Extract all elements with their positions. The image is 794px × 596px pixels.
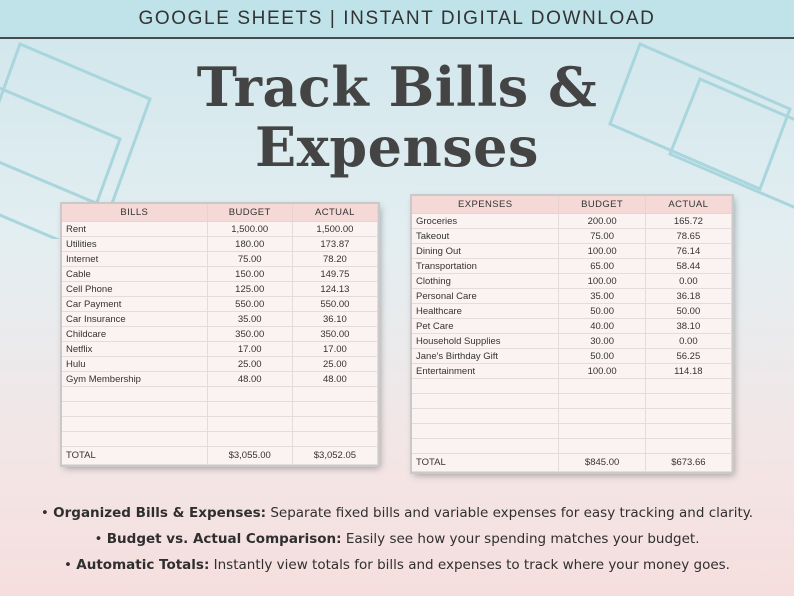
table-cell[interactable]: Healthcare <box>412 304 559 319</box>
table-cell[interactable]: 125.00 <box>207 282 292 297</box>
table-cell[interactable] <box>292 387 377 402</box>
table-cell[interactable] <box>292 432 377 447</box>
table-row <box>412 424 732 439</box>
table-cell[interactable]: 100.00 <box>559 244 645 259</box>
table-cell[interactable]: 100.00 <box>559 364 645 379</box>
table-row <box>412 214 732 229</box>
banner-text: GOOGLE SHEETS | INSTANT DIGITAL DOWNLOAD <box>138 7 656 29</box>
table-cell[interactable] <box>645 439 731 454</box>
table-cell[interactable]: 35.00 <box>207 312 292 327</box>
feature-text: Easily see how your spending matches your budget. <box>345 531 700 547</box>
table-cell[interactable]: 40.00 <box>559 319 645 334</box>
feature-title: Budget vs. Actual Comparison: <box>106 531 342 547</box>
table-cell[interactable] <box>412 409 559 424</box>
table-row <box>412 229 732 244</box>
table-cell[interactable]: 38.10 <box>645 319 731 334</box>
table-row <box>412 289 732 304</box>
table-cell[interactable]: 65.00 <box>559 259 645 274</box>
table-cell[interactable]: 165.72 <box>645 214 731 229</box>
table-cell[interactable] <box>412 439 559 454</box>
table-cell[interactable]: 50.00 <box>645 304 731 319</box>
table-cell[interactable]: 550.00 <box>292 297 377 312</box>
table-cell[interactable]: 17.00 <box>207 342 292 357</box>
table-cell[interactable]: 100.00 <box>559 274 645 289</box>
table-row <box>62 237 378 252</box>
total-value: $845.00 <box>559 454 645 472</box>
table-row <box>412 379 732 394</box>
table-cell[interactable]: 0.00 <box>645 274 731 289</box>
table-row <box>412 319 732 334</box>
table-cell[interactable]: 1,500.00 <box>292 222 377 237</box>
table-cell[interactable]: Gym Membership <box>62 372 207 387</box>
table-cell[interactable] <box>62 387 207 402</box>
table-cell[interactable]: 35.00 <box>559 289 645 304</box>
table-cell[interactable]: Groceries <box>412 214 559 229</box>
table-row <box>62 282 378 297</box>
table-cell[interactable]: Pet Care <box>412 319 559 334</box>
table-cell[interactable] <box>645 424 731 439</box>
column-header: BUDGET <box>559 196 645 214</box>
table-cell[interactable]: 50.00 <box>559 349 645 364</box>
total-row <box>62 447 378 465</box>
table-cell[interactable] <box>292 417 377 432</box>
column-header: ACTUAL <box>292 204 377 222</box>
table-cell[interactable]: 173.87 <box>292 237 377 252</box>
table-row <box>412 304 732 319</box>
expenses-header-row <box>412 196 732 214</box>
feature-text: Separate fixed bills and variable expenses for easy tracking and clarity. <box>270 505 754 521</box>
table-cell[interactable]: 17.00 <box>292 342 377 357</box>
table-cell[interactable]: Cell Phone <box>62 282 207 297</box>
feature-item: • Organized Bills & Expenses: Separate fixed bills and variable expenses for easy tracking and clarity. <box>40 505 754 521</box>
table-row <box>62 387 378 402</box>
table-cell[interactable]: 180.00 <box>207 237 292 252</box>
table-row <box>412 274 732 289</box>
table-cell[interactable]: 149.75 <box>292 267 377 282</box>
total-value: $673.66 <box>645 454 731 472</box>
table-cell[interactable]: Entertainment <box>412 364 559 379</box>
total-row <box>412 454 732 472</box>
table-cell[interactable]: Rent <box>62 222 207 237</box>
table-cell[interactable]: 58.44 <box>645 259 731 274</box>
table-cell[interactable]: 114.18 <box>645 364 731 379</box>
table-row <box>412 259 732 274</box>
table-cell[interactable]: 78.20 <box>292 252 377 267</box>
table-cell[interactable] <box>559 394 645 409</box>
table-cell[interactable] <box>645 409 731 424</box>
table-row <box>62 222 378 237</box>
table-cell[interactable]: 30.00 <box>559 334 645 349</box>
column-header: BILLS <box>62 204 207 222</box>
table-cell[interactable]: Childcare <box>62 327 207 342</box>
table-cell[interactable]: 76.14 <box>645 244 731 259</box>
bills-header-row <box>62 204 378 222</box>
table-cell[interactable] <box>559 439 645 454</box>
table-row <box>412 409 732 424</box>
column-header: BUDGET <box>207 204 292 222</box>
table-row <box>412 364 732 379</box>
table-row <box>62 327 378 342</box>
table-cell[interactable]: Car Insurance <box>62 312 207 327</box>
table-cell[interactable]: 50.00 <box>559 304 645 319</box>
table-row <box>62 357 378 372</box>
table-cell[interactable] <box>207 402 292 417</box>
feature-item: • Budget vs. Actual Comparison: Easily see how your spending matches your budget. <box>94 531 700 547</box>
total-label: TOTAL <box>62 447 207 465</box>
table-cell[interactable]: 36.18 <box>645 289 731 304</box>
column-header: ACTUAL <box>645 196 731 214</box>
bills-table <box>62 204 378 465</box>
table-row <box>62 432 378 447</box>
table-cell[interactable]: 25.00 <box>292 357 377 372</box>
page-title-line-2: Expenses <box>255 115 539 179</box>
table-cell[interactable] <box>62 432 207 447</box>
table-row <box>62 417 378 432</box>
table-cell[interactable]: 48.00 <box>292 372 377 387</box>
feature-item: • Automatic Totals: Instantly view totals for bills and expenses to track where your money goes. <box>64 557 730 573</box>
table-cell[interactable]: 550.00 <box>207 297 292 312</box>
table-row <box>412 334 732 349</box>
table-row <box>62 252 378 267</box>
table-cell[interactable] <box>559 379 645 394</box>
feature-list <box>0 500 794 578</box>
table-cell[interactable]: 200.00 <box>559 214 645 229</box>
table-cell[interactable] <box>645 394 731 409</box>
table-cell[interactable]: 75.00 <box>559 229 645 244</box>
table-cell[interactable]: 48.00 <box>207 372 292 387</box>
table-cell[interactable] <box>412 379 559 394</box>
table-cell[interactable]: 78.65 <box>645 229 731 244</box>
table-row <box>62 312 378 327</box>
table-cell[interactable]: 124.13 <box>292 282 377 297</box>
table-row <box>62 267 378 282</box>
table-cell[interactable]: Clothing <box>412 274 559 289</box>
table-cell[interactable]: Utilities <box>62 237 207 252</box>
table-row <box>62 297 378 312</box>
column-header: EXPENSES <box>412 196 559 214</box>
table-cell[interactable] <box>292 402 377 417</box>
table-cell[interactable] <box>62 417 207 432</box>
table-cell[interactable]: Household Supplies <box>412 334 559 349</box>
table-cell[interactable]: Internet <box>62 252 207 267</box>
table-row <box>62 402 378 417</box>
feature-text: Instantly view totals for bills and expenses to track where your money goes. <box>213 557 730 573</box>
table-cell[interactable] <box>412 394 559 409</box>
table-cell[interactable] <box>559 409 645 424</box>
table-row <box>62 342 378 357</box>
table-row <box>412 349 732 364</box>
table-cell[interactable] <box>207 387 292 402</box>
table-cell[interactable]: 1,500.00 <box>207 222 292 237</box>
expenses-sheet <box>412 196 732 472</box>
table-cell[interactable]: Takeout <box>412 229 559 244</box>
table-row <box>412 244 732 259</box>
table-cell[interactable]: Cable <box>62 267 207 282</box>
table-cell[interactable] <box>645 379 731 394</box>
table-cell[interactable]: Personal Care <box>412 289 559 304</box>
table-cell[interactable]: 0.00 <box>645 334 731 349</box>
table-cell[interactable]: 350.00 <box>207 327 292 342</box>
bills-sheet <box>62 204 378 465</box>
page-title-line-1: Track Bills & <box>196 55 598 119</box>
table-row <box>62 372 378 387</box>
total-value: $3,055.00 <box>207 447 292 465</box>
table-cell[interactable]: Hulu <box>62 357 207 372</box>
total-value: $3,052.05 <box>292 447 377 465</box>
table-cell[interactable]: 150.00 <box>207 267 292 282</box>
table-row <box>412 394 732 409</box>
table-cell[interactable]: 25.00 <box>207 357 292 372</box>
table-cell[interactable]: 350.00 <box>292 327 377 342</box>
table-cell[interactable]: Netflix <box>62 342 207 357</box>
top-banner <box>0 0 794 39</box>
table-row <box>412 439 732 454</box>
table-cell[interactable]: 75.00 <box>207 252 292 267</box>
table-cell[interactable]: Dining Out <box>412 244 559 259</box>
feature-title: Automatic Totals: <box>76 557 210 573</box>
table-cell[interactable]: 36.10 <box>292 312 377 327</box>
expenses-table <box>412 196 732 472</box>
feature-title: Organized Bills & Expenses: <box>53 505 267 521</box>
table-cell[interactable] <box>207 432 292 447</box>
table-cell[interactable]: Transportation <box>412 259 559 274</box>
total-label: TOTAL <box>412 454 559 472</box>
table-cell[interactable]: 56.25 <box>645 349 731 364</box>
table-cell[interactable]: Jane's Birthday Gift <box>412 349 559 364</box>
table-cell[interactable] <box>62 402 207 417</box>
table-cell[interactable]: Car Payment <box>62 297 207 312</box>
table-cell[interactable] <box>207 417 292 432</box>
table-cell[interactable] <box>559 424 645 439</box>
table-cell[interactable] <box>412 424 559 439</box>
